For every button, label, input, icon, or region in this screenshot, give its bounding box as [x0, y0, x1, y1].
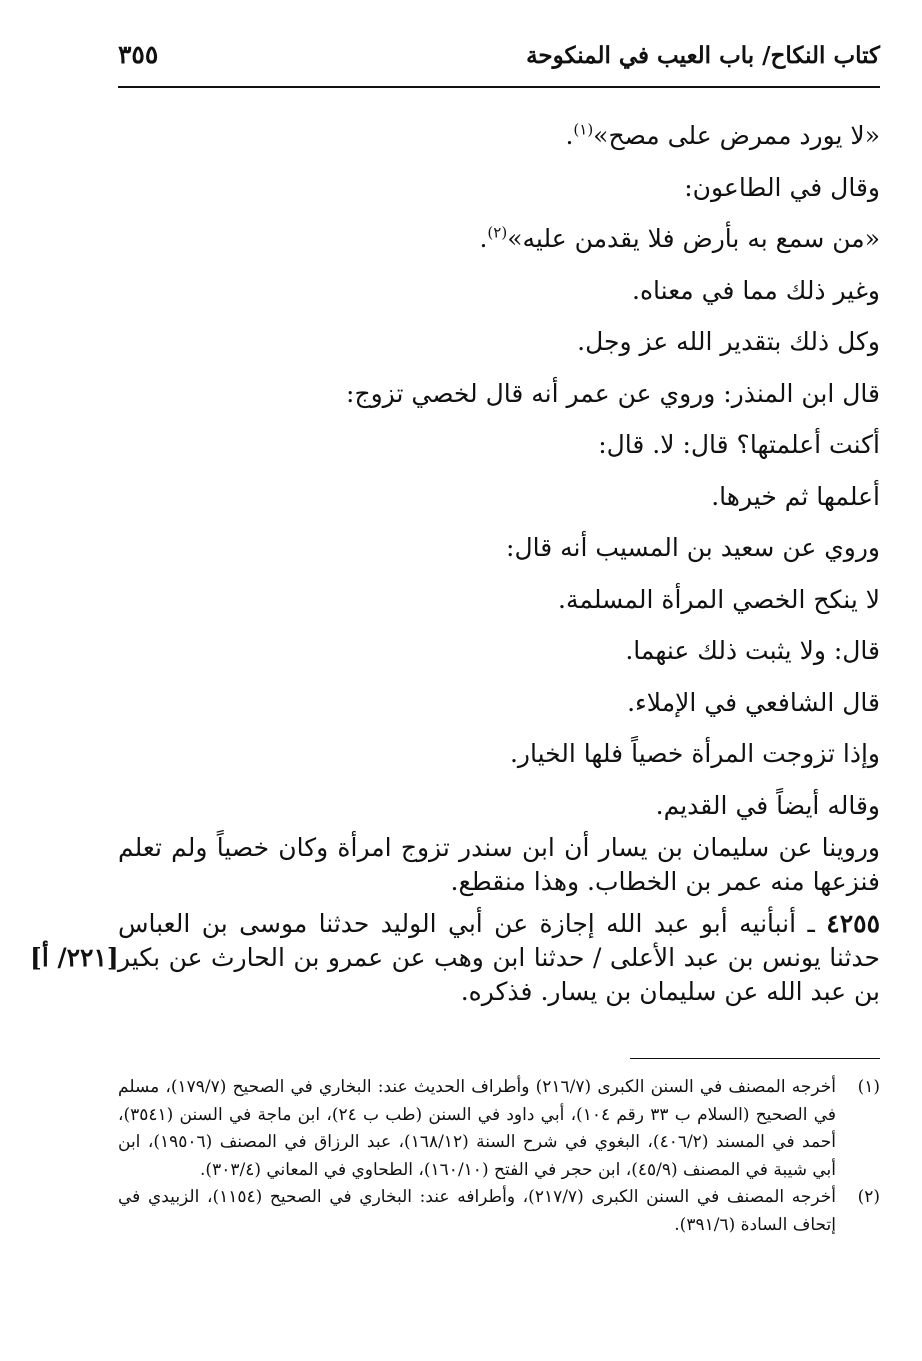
footnote-ref: (١) [573, 120, 594, 139]
text-line: وقاله أيضاً في القديم. [655, 790, 880, 820]
footnote-number: (١) [857, 1077, 880, 1097]
text-line: لا ينكح الخصي المرأة المسلمة. [558, 584, 880, 614]
footnotes [118, 1074, 880, 1240]
footnote-item [118, 1184, 880, 1239]
text-line: قال الشافعي في الإملاء. [627, 687, 880, 717]
hadith-number: ٤٢٥٥ [826, 909, 880, 938]
text-line: قال: ولا يثبت ذلك عنهما. [625, 636, 880, 665]
text-line: وروي عن سعيد بن المسيب أنه قال: [506, 533, 880, 562]
main-text [30, 110, 880, 1009]
page-number: ٣٥٥ [118, 40, 159, 69]
footnote-text: أخرجه المصنف في السنن الكبرى (٢١٦/٧) وأطراف الحديث عند: البخاري في الصحيح (١٧٩/٧)، مسلم في الصحيح (السلام ب ٣٣ رقم ١٠٤)، أبي داود في السنن (طب ب ٢٤)، ابن ماجة في السنن (٣٥٤١)، أحمد في المسند (٤٠٦/٢)، البغوي في شرح السنة (١٦٨/١٢)، عبد الرزاق في المصنف (١٩٥٠٦)، ابن أبي شيبة في المصنف (٤٥/٩)، ابن حجر في الفتح (١٦٠/١٠)، الطحاوي في المعاني (٣٠٣/٤). [118, 1077, 837, 1180]
text-line: «من سمع به بأرض فلا يقدمن عليه»$^{(٢)}$. [479, 223, 880, 253]
footnote-number: (٢) [857, 1187, 880, 1208]
text-line: «لا يورد ممرض على مصح»$^{(١)}$. [565, 120, 880, 150]
footnote-divider [630, 1058, 880, 1059]
text-line: وقال في الطاعون: [684, 172, 880, 202]
running-title: كتاب النكاح/ باب العيب في المنكوحة [526, 42, 880, 69]
footnote-ref: (٢) [487, 223, 508, 242]
text-line: وغير ذلك مما في معناه. [632, 275, 880, 305]
text-line: أعلمها ثم خيرها. [711, 481, 880, 511]
footnote-item [118, 1074, 880, 1184]
page-header [118, 40, 880, 88]
text-line: وإذا تزوجت المرأة خصياً فلها الخيار. [509, 739, 880, 768]
hadith-paragraph [30, 907, 880, 1009]
text-line: وكل ذلك بتقدير الله عز وجل. [577, 327, 880, 356]
text-line: أكنت أعلمتها؟ قال: لا. قال: [598, 430, 880, 459]
paragraph: وروينا عن سليمان بن يسار أن ابن سندر تزوج امرأة وكان خصياً ولم تعلم فنزعها منه عمر بن الخطاب. وهذا منقطع. [118, 833, 880, 896]
folio-marker: [٢٢١/ أ] [30, 943, 119, 972]
hadith-text: ـ أنبأنيه أبو عبد الله إجازة عن أبي الوليد حدثنا موسى بن العباس حدثنا يونس بن عبد الأعلى / حدثنا ابن وهب عن عمرو بن الحارث عن بكير بن عبد الله [118, 909, 880, 1006]
footnote-text: أخرجه المصنف في السنن الكبرى (٢١٧/٧)، وأطرافه عند: البخاري في الصحيح (١١٥٤)، الزبيدي في إتحاف السادة (٣٩١/٦). [118, 1187, 836, 1235]
hadith-text-end: عن سليمان بن يسار. فذكره. [460, 977, 767, 1006]
text-line: قال ابن المنذر: وروي عن عمر أنه قال لخصي تزوج: [346, 378, 880, 408]
